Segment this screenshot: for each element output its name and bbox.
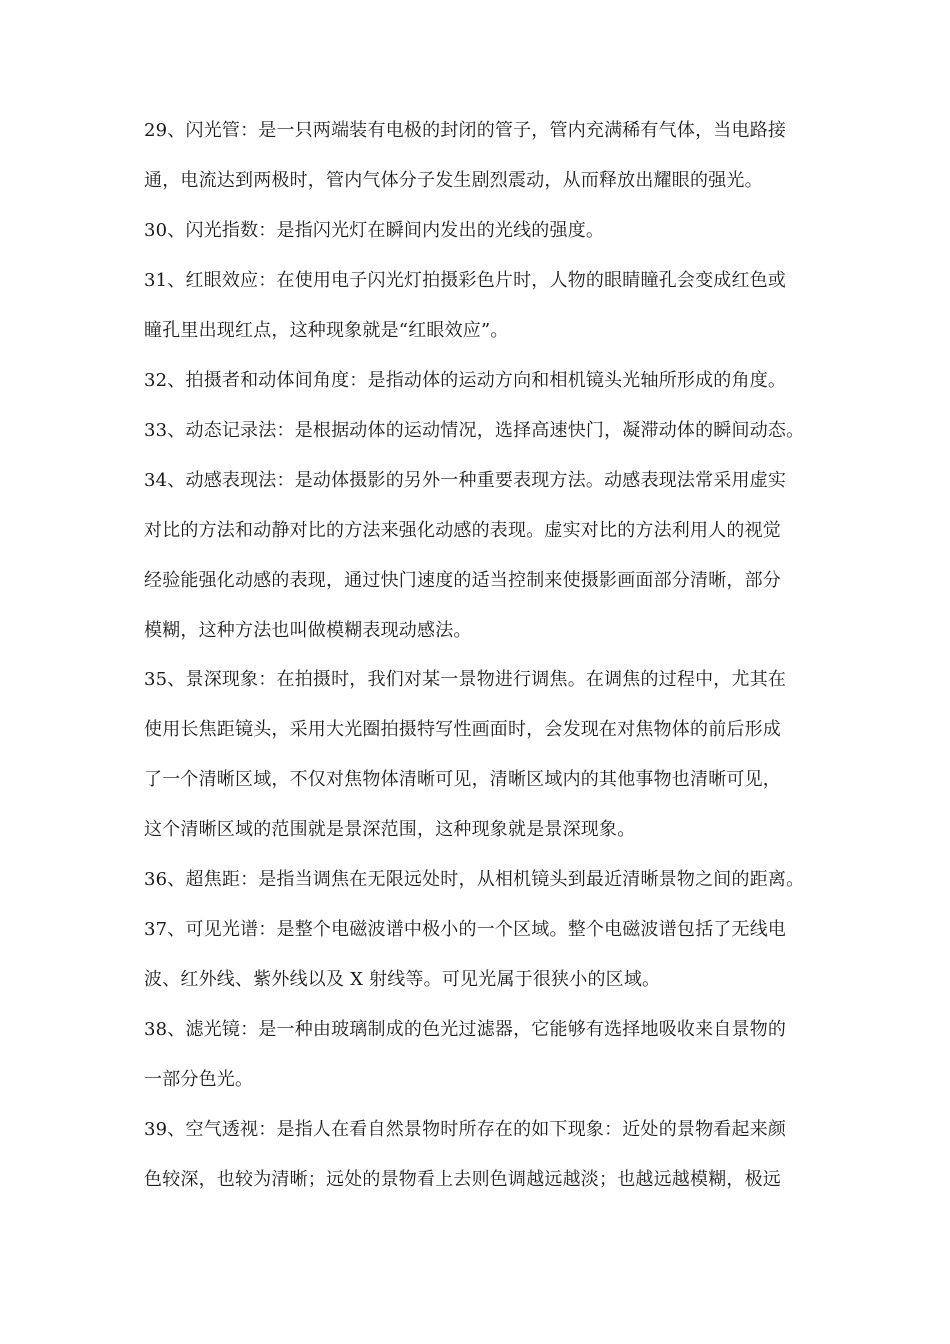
text-line: 31、红眼效应：在使用电子闪光灯拍摄彩色片时，人物的眼睛瞳孔会变成红色或 bbox=[144, 270, 787, 291]
text-line: 一部分色光。 bbox=[144, 1069, 254, 1090]
text-line: 对比的方法和动静对比的方法来强化动感的表现。虚实对比的方法利用人的视觉 bbox=[144, 520, 781, 541]
text-line: 39、空气透视：是指人在看自然景物时所存在的如下现象：近处的景物看起来颜 bbox=[144, 1119, 787, 1140]
text-line: 模糊，这种方法也叫做模糊表现动感法。 bbox=[144, 620, 472, 641]
text-line: 38、滤光镜：是一种由玻璃制成的色光过滤器，它能够有选择地吸收来自景物的 bbox=[144, 1019, 787, 1040]
text-line: 波、红外线、紫外线以及 X 射线等。可见光属于很狭小的区域。 bbox=[144, 969, 661, 990]
text-line: 37、可见光谱：是整个电磁波谱中极小的一个区域。整个电磁波谱包括了无线电 bbox=[144, 919, 787, 940]
text-line: 这个清晰区域的范围就是景深范围，这种现象就是景深现象。 bbox=[144, 819, 636, 840]
text-line: 通，电流达到两极时，管内气体分子发生剧烈震动，从而释放出耀眼的强光。 bbox=[144, 170, 763, 191]
text-line: 36、超焦距：是指当调焦在无限远处时，从相机镜头到最近清晰景物之间的距离。 bbox=[144, 869, 805, 890]
text-line: 33、动态记录法：是根据动体的运动情况，选择高速快门，凝滞动体的瞬间动态。 bbox=[144, 420, 805, 441]
text-line: 30、闪光指数：是指闪光灯在瞬间内发出的光线的强度。 bbox=[144, 220, 605, 241]
text-line: 29、闪光管：是一只两端装有电极的封闭的管子，管内充满稀有气体，当电路接 bbox=[144, 120, 787, 141]
text-line: 经验能强化动感的表现，通过快门速度的适当控制来使摄影画面部分清晰，部分 bbox=[144, 570, 781, 591]
text-line: 了一个清晰区域，不仅对焦物体清晰可见，清晰区域内的其他事物也清晰可见， bbox=[144, 769, 781, 790]
text-line: 瞳孔里出现红点，这种现象就是“红眼效应”。 bbox=[144, 320, 509, 341]
text-line: 35、景深现象：在拍摄时，我们对某一景物进行调焦。在调焦的过程中，尤其在 bbox=[144, 669, 787, 690]
text-line: 色较深，也较为清晰；远处的景物看上去则色调越远越淡；也越远越模糊，极远 bbox=[144, 1169, 781, 1190]
text-line: 使用长焦距镜头，采用大光圈拍摄特写性画面时，会发现在对焦物体的前后形成 bbox=[144, 719, 781, 740]
text-line: 32、拍摄者和动体间角度：是指动体的运动方向和相机镜头光轴所形成的角度。 bbox=[144, 370, 787, 391]
text-line: 34、动感表现法：是动体摄影的另外一种重要表现方法。动感表现法常采用虚实 bbox=[144, 470, 787, 491]
